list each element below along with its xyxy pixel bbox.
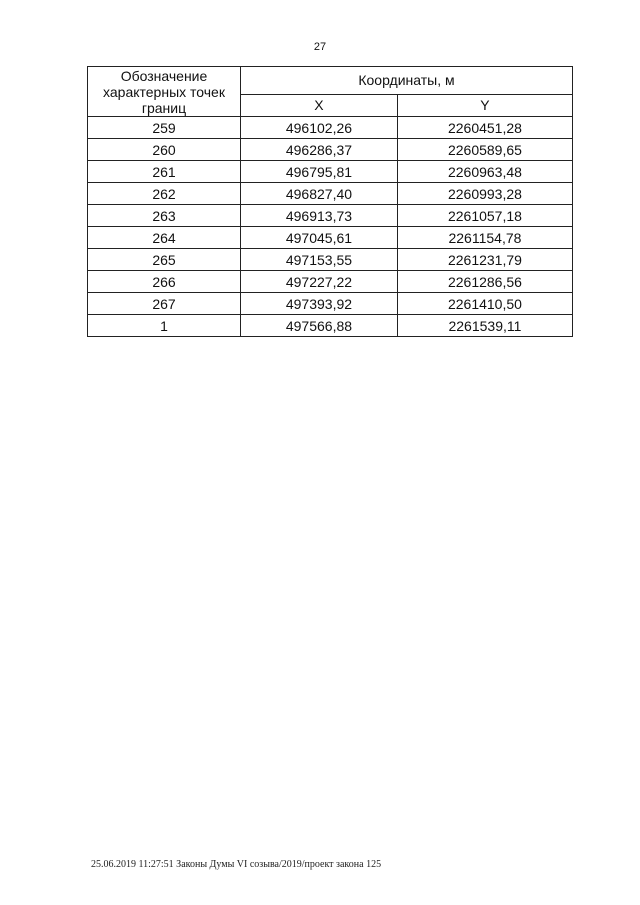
y-cell: 2260589,65 bbox=[397, 139, 572, 161]
table-row bbox=[88, 227, 573, 249]
y-cell: 2260963,48 bbox=[397, 161, 572, 183]
x-cell: 497045,61 bbox=[241, 227, 398, 249]
coordinates-table bbox=[87, 66, 573, 337]
x-cell: 496913,73 bbox=[241, 205, 398, 227]
point-cell: 1 bbox=[88, 315, 241, 337]
x-cell: 497227,22 bbox=[241, 271, 398, 293]
table-row bbox=[88, 293, 573, 315]
table-row bbox=[88, 117, 573, 139]
x-cell: 496102,26 bbox=[241, 117, 398, 139]
table-row bbox=[88, 161, 573, 183]
x-cell: 496795,81 bbox=[241, 161, 398, 183]
x-header: X bbox=[241, 94, 398, 116]
point-cell: 267 bbox=[88, 293, 241, 315]
y-cell: 2260451,28 bbox=[397, 117, 572, 139]
x-cell: 496827,40 bbox=[241, 183, 398, 205]
y-cell: 2261231,79 bbox=[397, 249, 572, 271]
y-cell: 2261057,18 bbox=[397, 205, 572, 227]
coordinates-group-header: Координаты, м bbox=[241, 67, 573, 95]
table-row bbox=[88, 139, 573, 161]
point-cell: 261 bbox=[88, 161, 241, 183]
point-cell: 265 bbox=[88, 249, 241, 271]
table-body bbox=[88, 117, 573, 337]
point-cell: 263 bbox=[88, 205, 241, 227]
y-cell: 2261286,56 bbox=[397, 271, 572, 293]
point-cell: 262 bbox=[88, 183, 241, 205]
point-cell: 266 bbox=[88, 271, 241, 293]
x-cell: 496286,37 bbox=[241, 139, 398, 161]
table-row bbox=[88, 271, 573, 293]
x-cell: 497153,55 bbox=[241, 249, 398, 271]
point-designation-header: Обозначение характерных точек границ bbox=[88, 67, 241, 117]
x-cell: 497566,88 bbox=[241, 315, 398, 337]
table-row bbox=[88, 315, 573, 337]
table-row bbox=[88, 205, 573, 227]
y-cell: 2261539,11 bbox=[397, 315, 572, 337]
table-row bbox=[88, 183, 573, 205]
table-header bbox=[88, 67, 573, 117]
y-cell: 2261410,50 bbox=[397, 293, 572, 315]
header-row-group bbox=[88, 67, 573, 95]
page-number: 27 bbox=[313, 41, 327, 53]
y-header: Y bbox=[397, 94, 572, 116]
point-cell: 259 bbox=[88, 117, 241, 139]
y-cell: 2260993,28 bbox=[397, 183, 572, 205]
x-cell: 497393,92 bbox=[241, 293, 398, 315]
y-cell: 2261154,78 bbox=[397, 227, 572, 249]
point-cell: 260 bbox=[88, 139, 241, 161]
table-row bbox=[88, 249, 573, 271]
point-cell: 264 bbox=[88, 227, 241, 249]
document-footer: 25.06.2019 11:27:51 Законы Думы VI созыва/2019/проект закона 125 bbox=[91, 859, 382, 870]
